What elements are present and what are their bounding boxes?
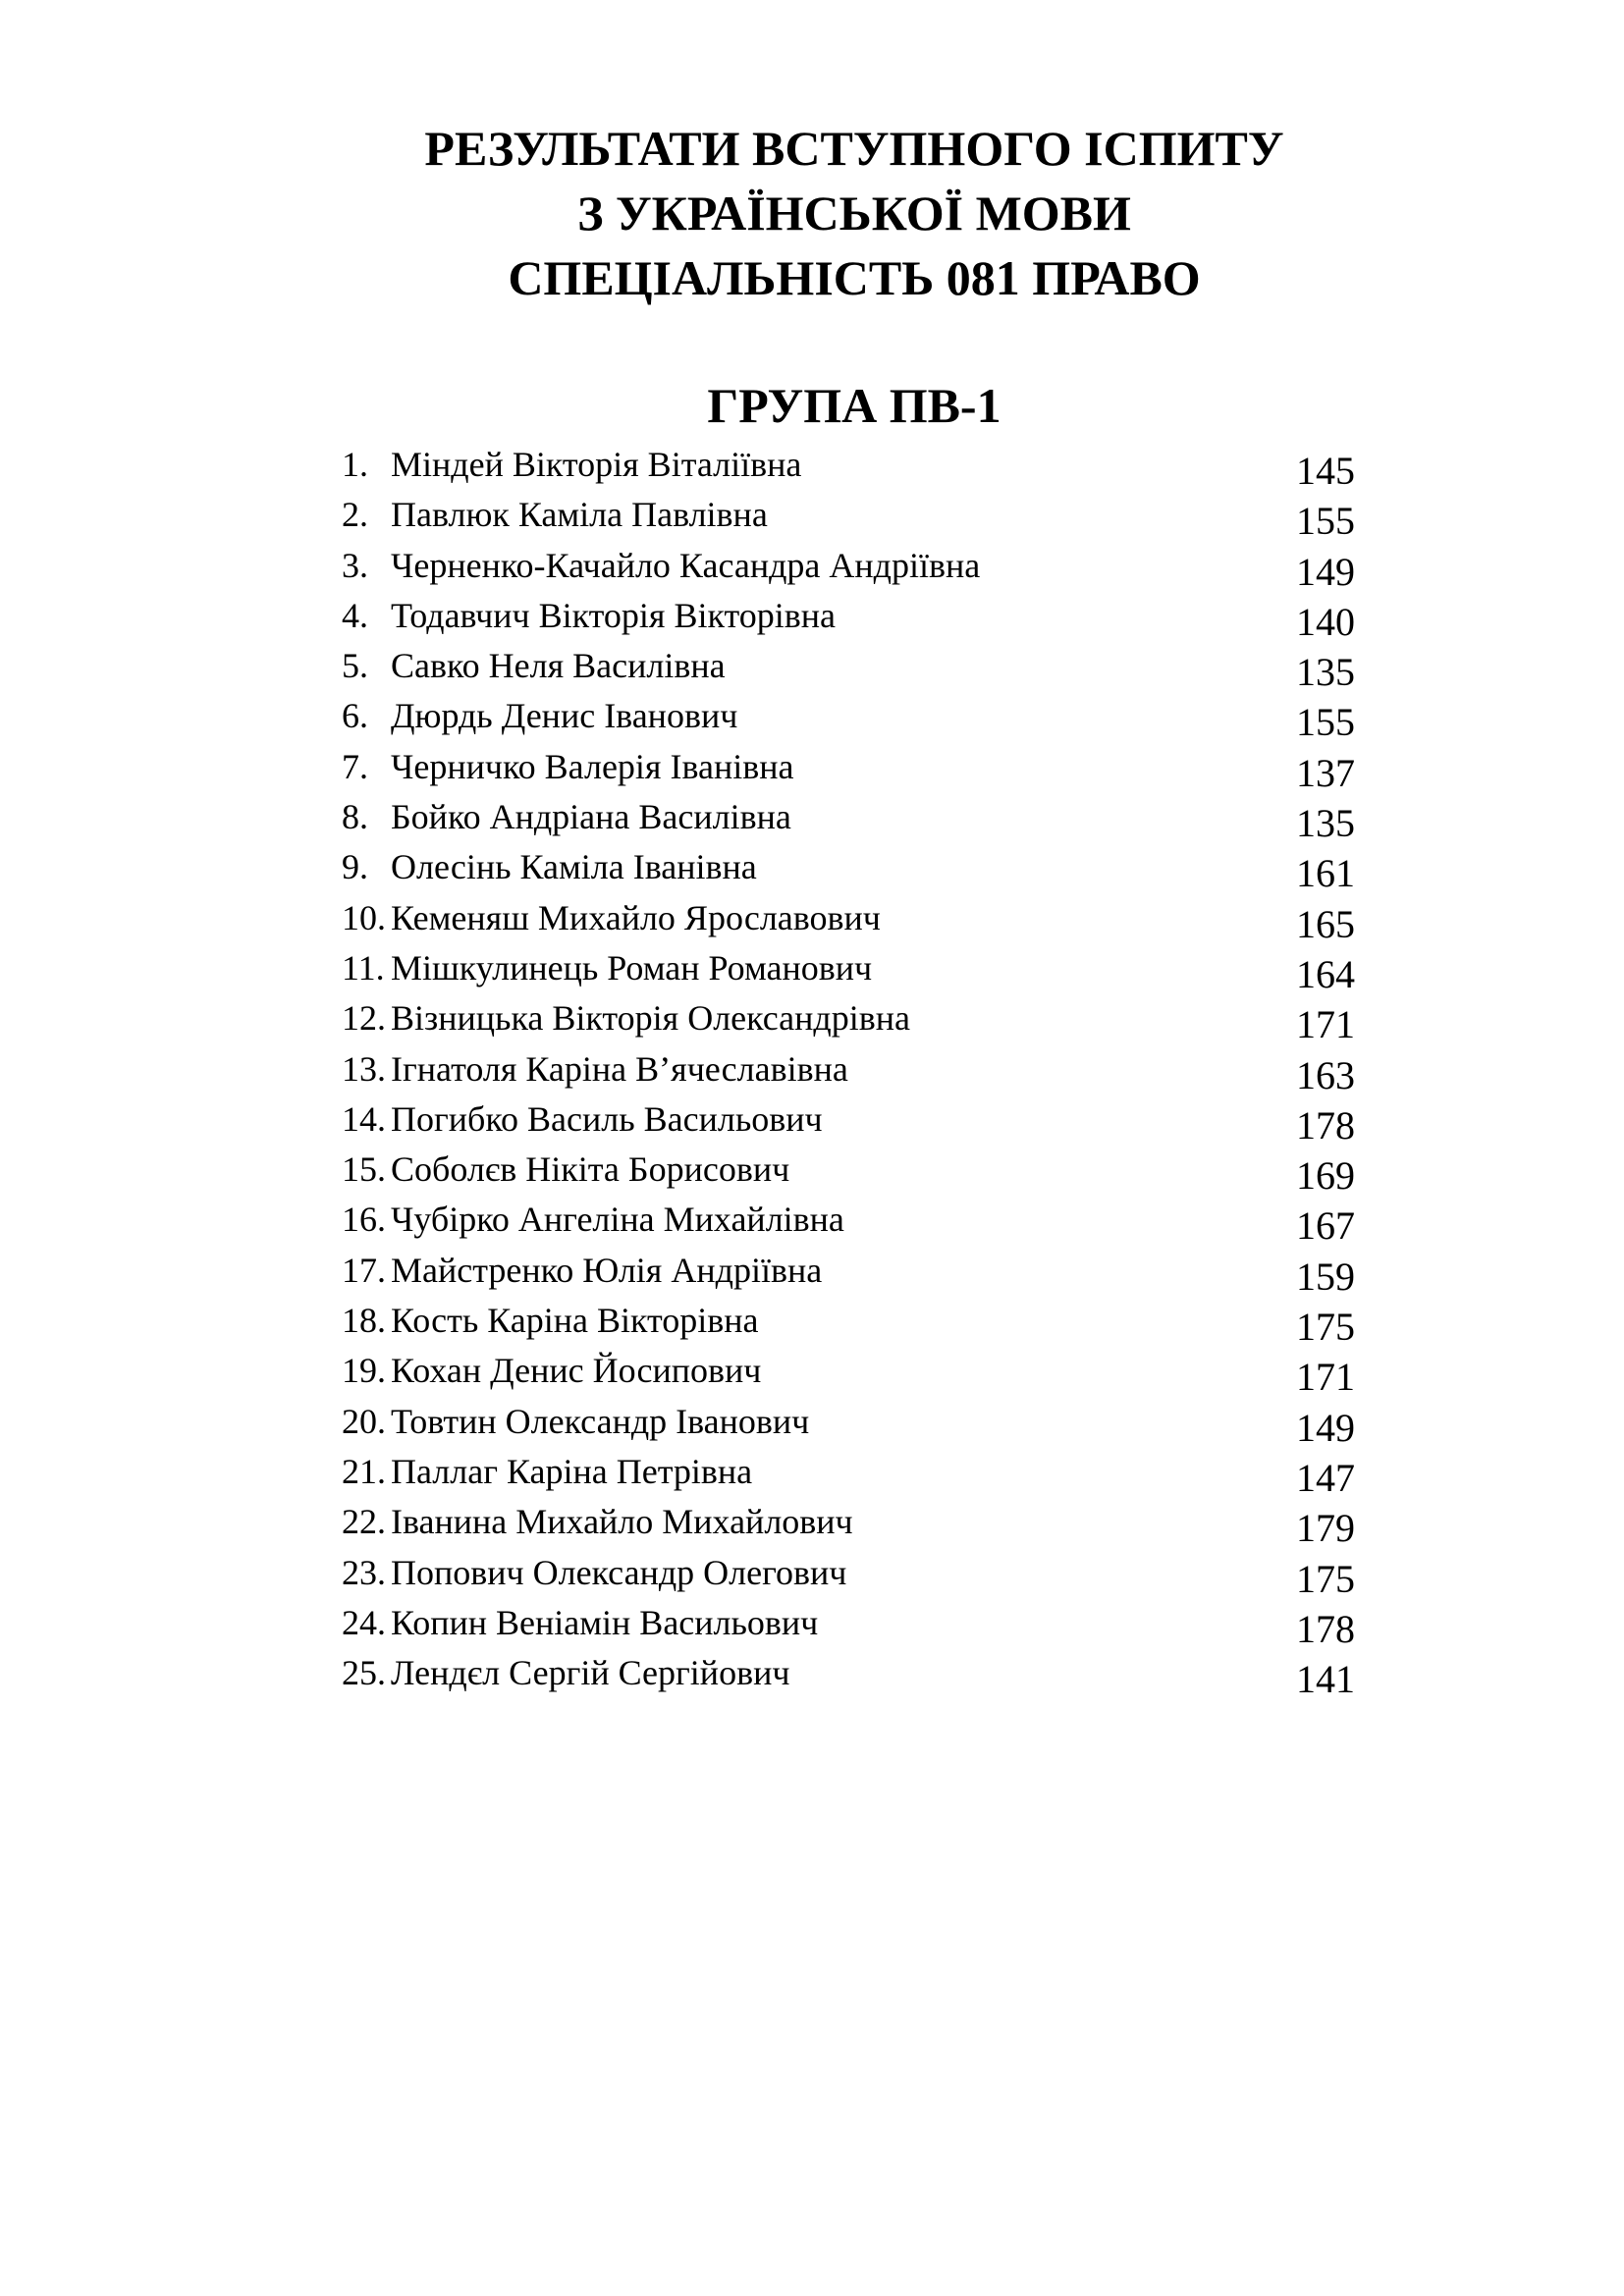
student-name: Дюрдь Денис Іванович bbox=[391, 696, 738, 736]
student-name: Товтин Олександр Іванович bbox=[391, 1401, 810, 1441]
student-row bbox=[342, 541, 1355, 594]
student-name: Іванина Михайло Михайлович bbox=[391, 1502, 853, 1542]
student-name: Павлюк Каміла Павлівна bbox=[391, 495, 768, 535]
student-row bbox=[342, 490, 1355, 544]
student-row bbox=[342, 1044, 1355, 1095]
student-score: 137 bbox=[1296, 750, 1355, 795]
student-row bbox=[342, 691, 1355, 745]
student-number: 18. bbox=[342, 1301, 386, 1341]
student-row bbox=[342, 742, 1355, 795]
student-score: 171 bbox=[1296, 1355, 1355, 1400]
student-number: 19. bbox=[342, 1351, 386, 1391]
document-title bbox=[0, 116, 1624, 310]
student-name: Черненко-Качайло Касандра Андріївна bbox=[391, 545, 981, 585]
student-score: 165 bbox=[1296, 901, 1355, 946]
student-name: Кохан Денис Йосипович bbox=[391, 1351, 762, 1391]
student-score: 149 bbox=[1296, 1405, 1355, 1450]
student-row bbox=[342, 1598, 1355, 1651]
student-row bbox=[342, 1246, 1355, 1299]
student-row bbox=[342, 1346, 1355, 1400]
student-score: 135 bbox=[1296, 801, 1355, 846]
student-number: 3. bbox=[342, 545, 368, 585]
student-name: Черничко Валерія Іванівна bbox=[391, 746, 794, 786]
student-number: 11. bbox=[342, 947, 385, 988]
student-number: 1. bbox=[342, 445, 368, 484]
student-score: 155 bbox=[1296, 700, 1355, 745]
student-number: 17. bbox=[342, 1250, 386, 1290]
student-number: 7. bbox=[342, 746, 368, 786]
student-row bbox=[342, 1648, 1355, 1702]
student-number: 23. bbox=[342, 1552, 386, 1592]
student-name: Савко Неля Василівна bbox=[391, 646, 726, 686]
student-score: 140 bbox=[1296, 599, 1355, 644]
student-row bbox=[342, 993, 1355, 1047]
student-number: 13. bbox=[342, 1048, 386, 1089]
student-list bbox=[342, 440, 1355, 1702]
student-number: 9. bbox=[342, 847, 368, 887]
student-score: 175 bbox=[1296, 1556, 1355, 1601]
student-name: Чубірко Ангеліна Михайлівна bbox=[391, 1200, 844, 1240]
student-score: 145 bbox=[1296, 449, 1355, 493]
student-number: 6. bbox=[342, 696, 368, 736]
student-name: Бойко Андріана Василівна bbox=[391, 797, 791, 837]
student-number: 12. bbox=[342, 998, 386, 1039]
student-score: 167 bbox=[1296, 1203, 1355, 1249]
student-row bbox=[342, 1497, 1355, 1551]
student-score: 164 bbox=[1296, 951, 1355, 996]
student-row bbox=[342, 893, 1355, 946]
student-row bbox=[342, 943, 1355, 996]
student-number: 21. bbox=[342, 1451, 386, 1491]
student-score: 163 bbox=[1296, 1052, 1355, 1097]
student-name: Попович Олександр Олегович bbox=[391, 1552, 847, 1592]
student-row bbox=[342, 591, 1355, 644]
student-score: 161 bbox=[1296, 851, 1355, 896]
student-name: Ігнатоля Каріна В’ячеславівна bbox=[391, 1048, 848, 1089]
student-name: Візницька Вікторія Олександрівна bbox=[391, 998, 910, 1039]
group-title: ГРУПА ПВ-1 bbox=[707, 378, 1001, 433]
student-score: 155 bbox=[1296, 499, 1355, 544]
student-row bbox=[342, 1145, 1355, 1199]
student-row bbox=[342, 842, 1355, 896]
student-number: 14. bbox=[342, 1098, 386, 1139]
student-row bbox=[342, 792, 1355, 846]
student-score: 135 bbox=[1296, 650, 1355, 695]
student-name: Тодавчич Вікторія Вікторівна bbox=[391, 595, 837, 635]
title-line-2: З УКРАЇНСЬКОЇ МОВИ bbox=[577, 186, 1131, 240]
student-name: Мішкулинець Роман Романович bbox=[391, 947, 873, 988]
student-name: Копин Веніамін Васильович bbox=[391, 1602, 819, 1642]
student-name: Олесінь Каміла Іванівна bbox=[391, 847, 757, 887]
student-score: 179 bbox=[1296, 1506, 1355, 1551]
student-score: 141 bbox=[1296, 1657, 1355, 1702]
student-score: 178 bbox=[1296, 1102, 1355, 1148]
student-name: Міндей Вікторія Віталіївна bbox=[391, 445, 802, 484]
student-name: Паллаг Каріна Петрівна bbox=[391, 1451, 753, 1491]
student-number: 5. bbox=[342, 646, 368, 686]
student-number: 24. bbox=[342, 1602, 386, 1642]
title-line-1: РЕЗУЛЬТАТИ ВСТУПНОГО ІСПИТУ bbox=[424, 121, 1284, 176]
student-row bbox=[342, 1095, 1355, 1148]
student-name: Майстренко Юлія Андріївна bbox=[391, 1250, 823, 1290]
student-number: 25. bbox=[342, 1653, 386, 1693]
student-name: Лендєл Сергій Сергійович bbox=[391, 1653, 790, 1693]
student-number: 8. bbox=[342, 797, 368, 837]
student-score: 149 bbox=[1296, 549, 1355, 594]
student-name: Погибко Василь Васильович bbox=[391, 1098, 823, 1139]
student-row bbox=[342, 641, 1355, 695]
student-score: 147 bbox=[1296, 1455, 1355, 1500]
student-score: 171 bbox=[1296, 1002, 1355, 1047]
student-number: 16. bbox=[342, 1200, 386, 1240]
student-number: 20. bbox=[342, 1401, 386, 1441]
student-number: 4. bbox=[342, 595, 368, 635]
title-line-3: СПЕЦІАЛЬНІСТЬ 081 ПРАВО bbox=[508, 250, 1201, 305]
student-number: 22. bbox=[342, 1502, 386, 1542]
student-number: 10. bbox=[342, 897, 386, 937]
student-row bbox=[342, 1296, 1355, 1350]
student-row bbox=[342, 1548, 1355, 1601]
student-row bbox=[342, 1195, 1355, 1249]
student-number: 2. bbox=[342, 495, 368, 535]
student-name: Кеменяш Михайло Ярославович bbox=[391, 897, 881, 937]
student-score: 159 bbox=[1296, 1254, 1355, 1299]
student-row bbox=[342, 1397, 1355, 1450]
student-score: 178 bbox=[1296, 1606, 1355, 1651]
student-number: 15. bbox=[342, 1149, 386, 1190]
student-name: Кость Каріна Вікторівна bbox=[391, 1301, 759, 1341]
student-row bbox=[342, 1447, 1355, 1500]
student-score: 169 bbox=[1296, 1153, 1355, 1199]
student-name: Соболєв Нікіта Борисович bbox=[391, 1149, 790, 1190]
student-row bbox=[342, 440, 1355, 493]
student-score: 175 bbox=[1296, 1305, 1355, 1350]
